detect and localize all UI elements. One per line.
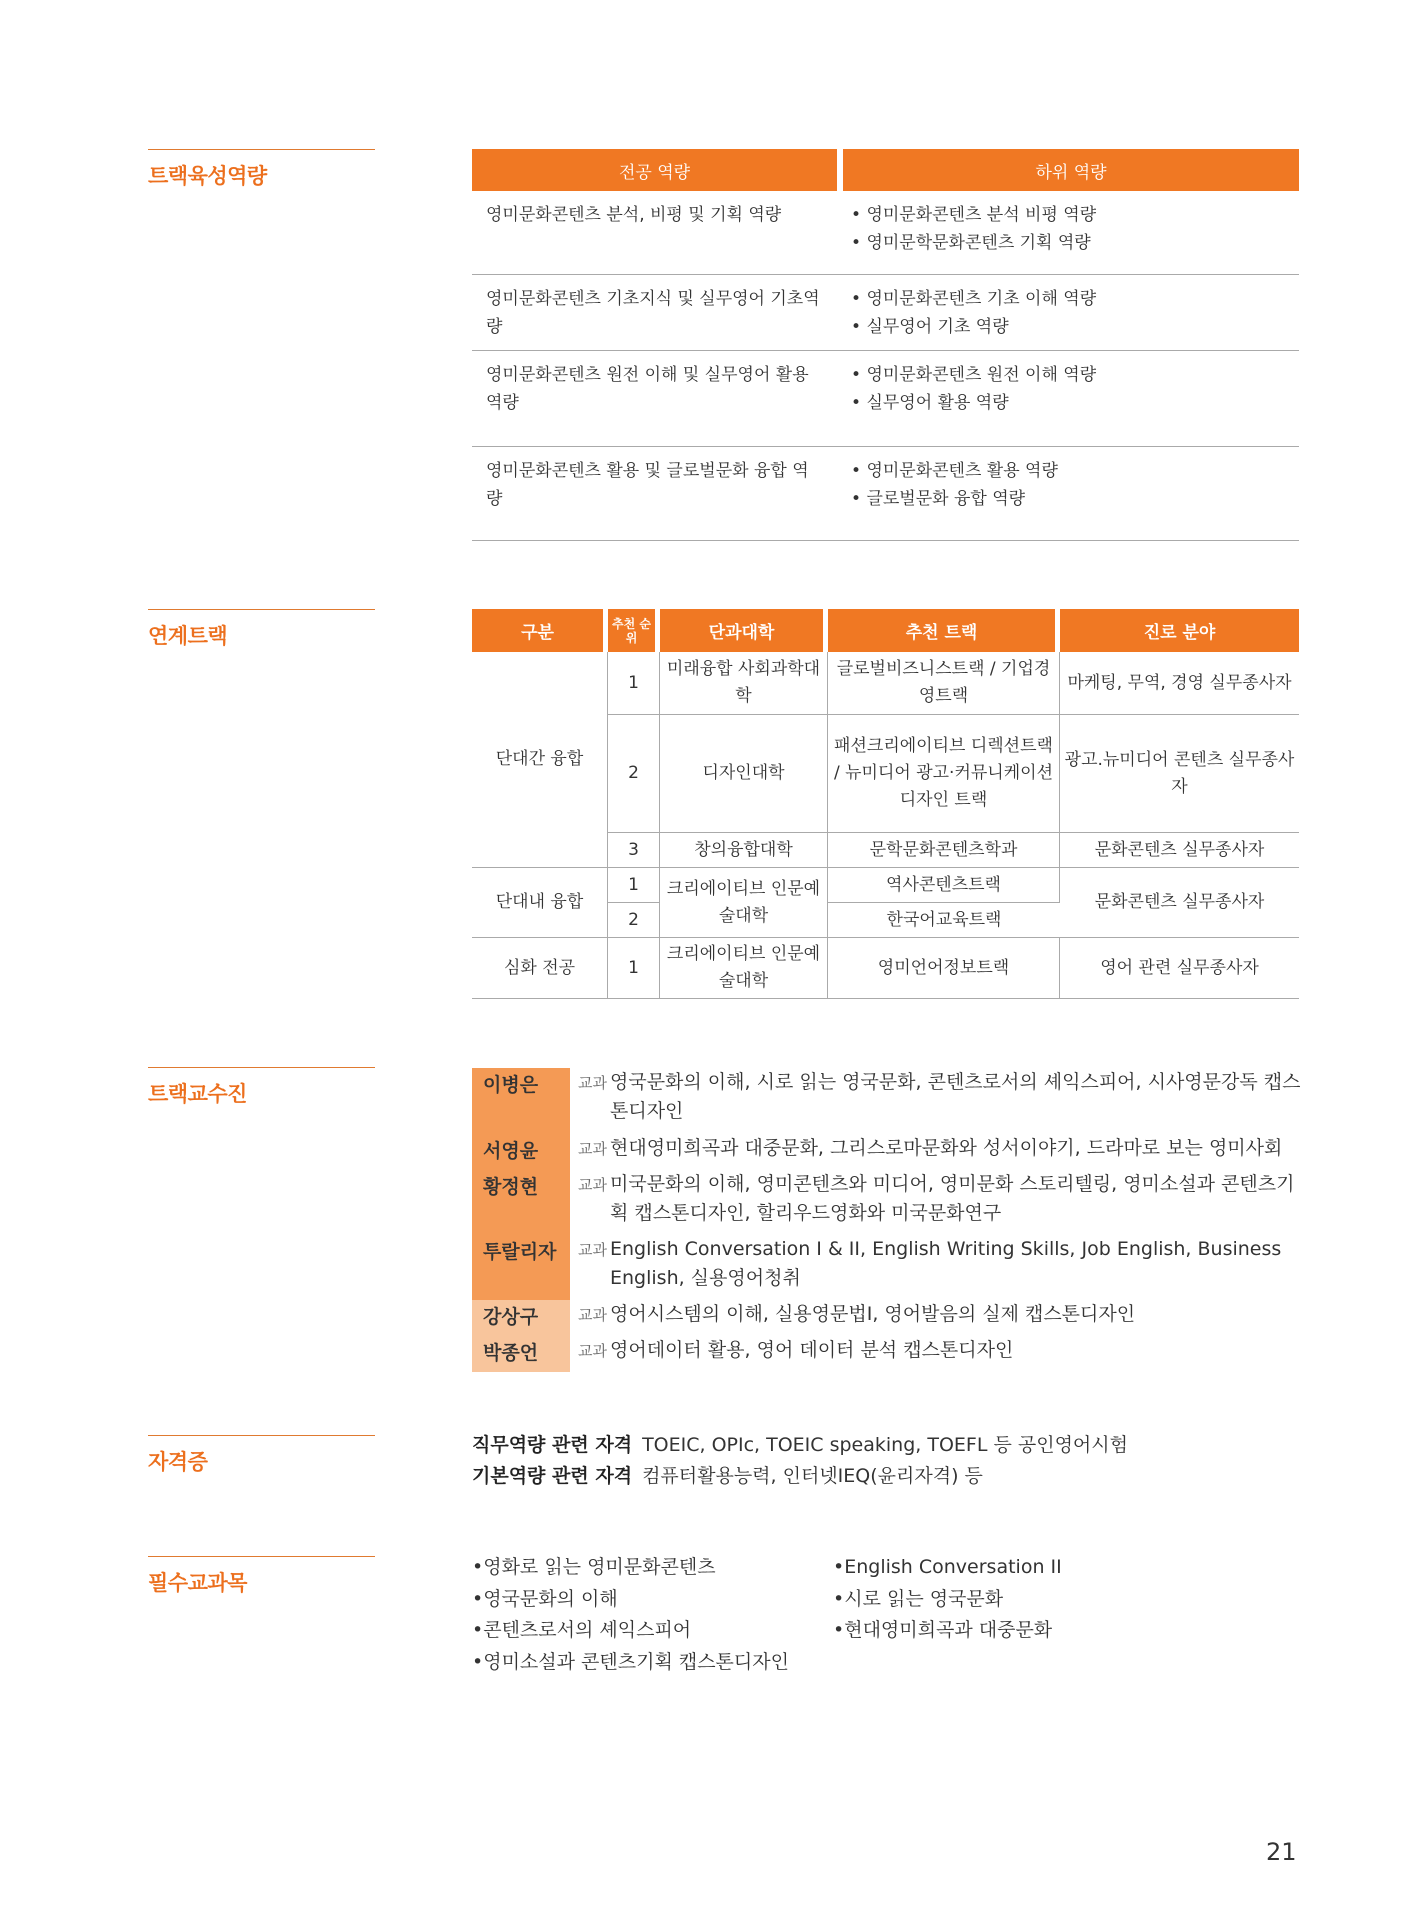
section-heading-competency: 트랙육성역량 bbox=[148, 149, 375, 190]
list-item: • 현대영미희곡과 대중문화 bbox=[833, 1615, 1062, 1647]
faculty-name: 이병은 bbox=[472, 1068, 570, 1134]
course-tag: 교과 bbox=[578, 1140, 607, 1158]
faculty-courses: 현대영미희곡과 대중문화, 그리스로마문화와 성서이야기, 드라마로 보는 영미사회 bbox=[610, 1137, 1283, 1159]
list-item: • 실무영어 활용 역량 bbox=[851, 389, 1289, 417]
faculty-name: 황정현 bbox=[472, 1170, 570, 1235]
sub-competencies bbox=[837, 447, 1299, 540]
list-item: • 실무영어 기초 역량 bbox=[851, 313, 1289, 341]
header-category: 구분 bbox=[472, 609, 608, 652]
required-courses-left bbox=[472, 1552, 789, 1678]
list-item: • 글로벌문화 융합 역량 bbox=[851, 485, 1289, 513]
faculty-row bbox=[472, 1300, 1312, 1336]
course-tag: 교과 bbox=[578, 1176, 607, 1194]
faculty-name: 서영윤 bbox=[472, 1134, 570, 1170]
rank-cell: 3 bbox=[608, 833, 660, 868]
course-tag: 교과 bbox=[578, 1306, 607, 1324]
cert-job-label: 직무역량 관련 자격 bbox=[472, 1434, 633, 1456]
college-cell: 창의융합대학 bbox=[660, 833, 828, 868]
header-rank: 추천 순위 bbox=[608, 609, 660, 652]
cert-basic-line bbox=[472, 1461, 1128, 1492]
faculty-courses: 영어데이터 활용, 영어 데이터 분석 캡스톤디자인 bbox=[610, 1339, 1014, 1361]
header-track: 추천 트랙 bbox=[828, 609, 1060, 652]
section-heading-faculty: 트랙교수진 bbox=[148, 1067, 375, 1108]
list-item: • 영미문화콘텐츠 기초 이해 역량 bbox=[851, 285, 1289, 313]
track-cell: 패션크리에이티브 디렉션트랙 / 뉴미디어 광고·커뮤니케이션디자인 트랙 bbox=[828, 715, 1060, 833]
list-item: • 영미문화콘텐츠 원전 이해 역량 bbox=[851, 361, 1289, 389]
rank-cell: 2 bbox=[608, 903, 660, 938]
faculty-courses: 영국문화의 이해, 시로 읽는 영국문화, 콘텐츠로서의 셰익스피어, 시사영문강독 캡스톤디자인 bbox=[610, 1071, 1301, 1122]
list-item: • 영화로 읽는 영미문화콘텐츠 bbox=[472, 1552, 789, 1584]
cert-job-line bbox=[472, 1430, 1128, 1461]
track-cell: 글로벌비즈니스트랙 / 기업경영트랙 bbox=[828, 652, 1060, 715]
college-cell: 크리에이티브 인문예술대학 bbox=[660, 938, 828, 999]
rank-cell: 2 bbox=[608, 715, 660, 833]
competency-table-header bbox=[472, 149, 1299, 191]
major-competency: 영미문화콘텐츠 기초지식 및 실무영어 기초역량 bbox=[486, 289, 820, 337]
table-row bbox=[472, 191, 1299, 275]
section-heading-required: 필수교과목 bbox=[148, 1556, 375, 1597]
career-cell: 문화콘텐츠 실무종사자 bbox=[1060, 868, 1299, 938]
faculty-name: 박종언 bbox=[472, 1336, 570, 1372]
faculty-courses: English Conversation I & II, English Writing Skills, Job English, Business English, 실용영어청취 bbox=[610, 1238, 1282, 1289]
table-row bbox=[472, 447, 1299, 541]
track-cell: 문학문화콘텐츠학과 bbox=[828, 833, 1060, 868]
list-item: • English Conversation II bbox=[833, 1552, 1062, 1584]
rank-cell: 1 bbox=[608, 868, 660, 903]
college-cell: 디자인대학 bbox=[660, 715, 828, 833]
sub-competencies bbox=[837, 351, 1299, 446]
major-competency: 영미문화콘텐츠 원전 이해 및 실무영어 활용 역량 bbox=[486, 365, 809, 413]
table-row bbox=[472, 351, 1299, 447]
certificates-block bbox=[472, 1430, 1128, 1492]
track-cell: 영미언어정보트랙 bbox=[828, 938, 1060, 999]
career-cell: 광고.뉴미디어 콘텐츠 실무종사자 bbox=[1060, 715, 1299, 833]
faculty-row bbox=[472, 1134, 1312, 1170]
career-cell: 문화콘텐츠 실무종사자 bbox=[1060, 833, 1299, 868]
group-label: 단대간 융합 bbox=[472, 652, 608, 868]
faculty-name: 강상구 bbox=[472, 1300, 570, 1336]
faculty-courses: 미국문화의 이해, 영미콘텐츠와 미디어, 영미문화 스토리텔링, 영미소설과 콘텐츠기획 캡스톤디자인, 할리우드영화와 미국문화연구 bbox=[610, 1173, 1295, 1224]
faculty-row bbox=[472, 1235, 1312, 1300]
faculty-row bbox=[472, 1068, 1312, 1134]
linked-track-table bbox=[472, 609, 1299, 999]
table-row bbox=[472, 868, 1299, 903]
rank-cell: 1 bbox=[608, 938, 660, 999]
faculty-courses: 영어시스템의 이해, 실용영문법I, 영어발음의 실제 캡스톤디자인 bbox=[610, 1303, 1136, 1325]
sub-competencies bbox=[837, 191, 1299, 274]
course-tag: 교과 bbox=[578, 1241, 607, 1259]
table-row bbox=[472, 275, 1299, 351]
table-row bbox=[472, 652, 1299, 715]
faculty-row bbox=[472, 1170, 1312, 1235]
section-heading-linked-track: 연계트랙 bbox=[148, 609, 375, 650]
table-row bbox=[472, 938, 1299, 999]
major-competency: 영미문화콘텐츠 활용 및 글로벌문화 융합 역량 bbox=[486, 461, 809, 509]
sub-competencies bbox=[837, 275, 1299, 350]
page-number: 21 bbox=[1266, 1838, 1297, 1866]
rank-cell: 1 bbox=[608, 652, 660, 715]
track-cell: 한국어교육트랙 bbox=[828, 903, 1060, 938]
header-college: 단과대학 bbox=[660, 609, 828, 652]
group-label: 심화 전공 bbox=[472, 938, 608, 999]
list-item: • 영국문화의 이해 bbox=[472, 1584, 789, 1616]
header-career: 진로 분야 bbox=[1060, 609, 1299, 652]
faculty-name: 투랄리자 bbox=[472, 1235, 570, 1300]
competency-table bbox=[472, 149, 1299, 541]
course-tag: 교과 bbox=[578, 1342, 607, 1360]
list-item: • 영미문학문화콘텐츠 기획 역량 bbox=[851, 229, 1289, 257]
career-cell: 영어 관련 실무종사자 bbox=[1060, 938, 1299, 999]
list-item: • 영미문화콘텐츠 분석 비평 역량 bbox=[851, 201, 1289, 229]
cert-basic-label: 기본역량 관련 자격 bbox=[472, 1465, 633, 1487]
career-cell: 마케팅, 무역, 경영 실무종사자 bbox=[1060, 652, 1299, 715]
cert-job-value: TOEIC, OPIc, TOEIC speaking, TOEFL 등 공인영어시험 bbox=[642, 1434, 1128, 1456]
list-item: • 영미소설과 콘텐츠기획 캡스톤디자인 bbox=[472, 1647, 789, 1679]
college-cell: 미래융합 사회과학대학 bbox=[660, 652, 828, 715]
major-competency: 영미문화콘텐츠 분석, 비평 및 기획 역량 bbox=[486, 205, 782, 225]
list-item: • 영미문화콘텐츠 활용 역량 bbox=[851, 457, 1289, 485]
track-cell: 역사콘텐츠트랙 bbox=[828, 868, 1060, 903]
course-tag: 교과 bbox=[578, 1074, 607, 1092]
header-major-competency: 전공 역량 bbox=[472, 149, 837, 191]
faculty-list bbox=[472, 1068, 1312, 1372]
section-heading-certificates: 자격증 bbox=[148, 1435, 375, 1476]
required-courses-right bbox=[833, 1552, 1062, 1647]
linked-table-header bbox=[472, 609, 1299, 652]
list-item: • 시로 읽는 영국문화 bbox=[833, 1584, 1062, 1616]
college-cell: 크리에이티브 인문예술대학 bbox=[660, 868, 828, 938]
cert-basic-value: 컴퓨터활용능력, 인터넷IEQ(윤리자격) 등 bbox=[642, 1465, 983, 1487]
list-item: • 콘텐츠로서의 셰익스피어 bbox=[472, 1615, 789, 1647]
header-sub-competency: 하위 역량 bbox=[843, 149, 1299, 191]
group-label: 단대내 융합 bbox=[472, 868, 608, 938]
faculty-row bbox=[472, 1336, 1312, 1372]
